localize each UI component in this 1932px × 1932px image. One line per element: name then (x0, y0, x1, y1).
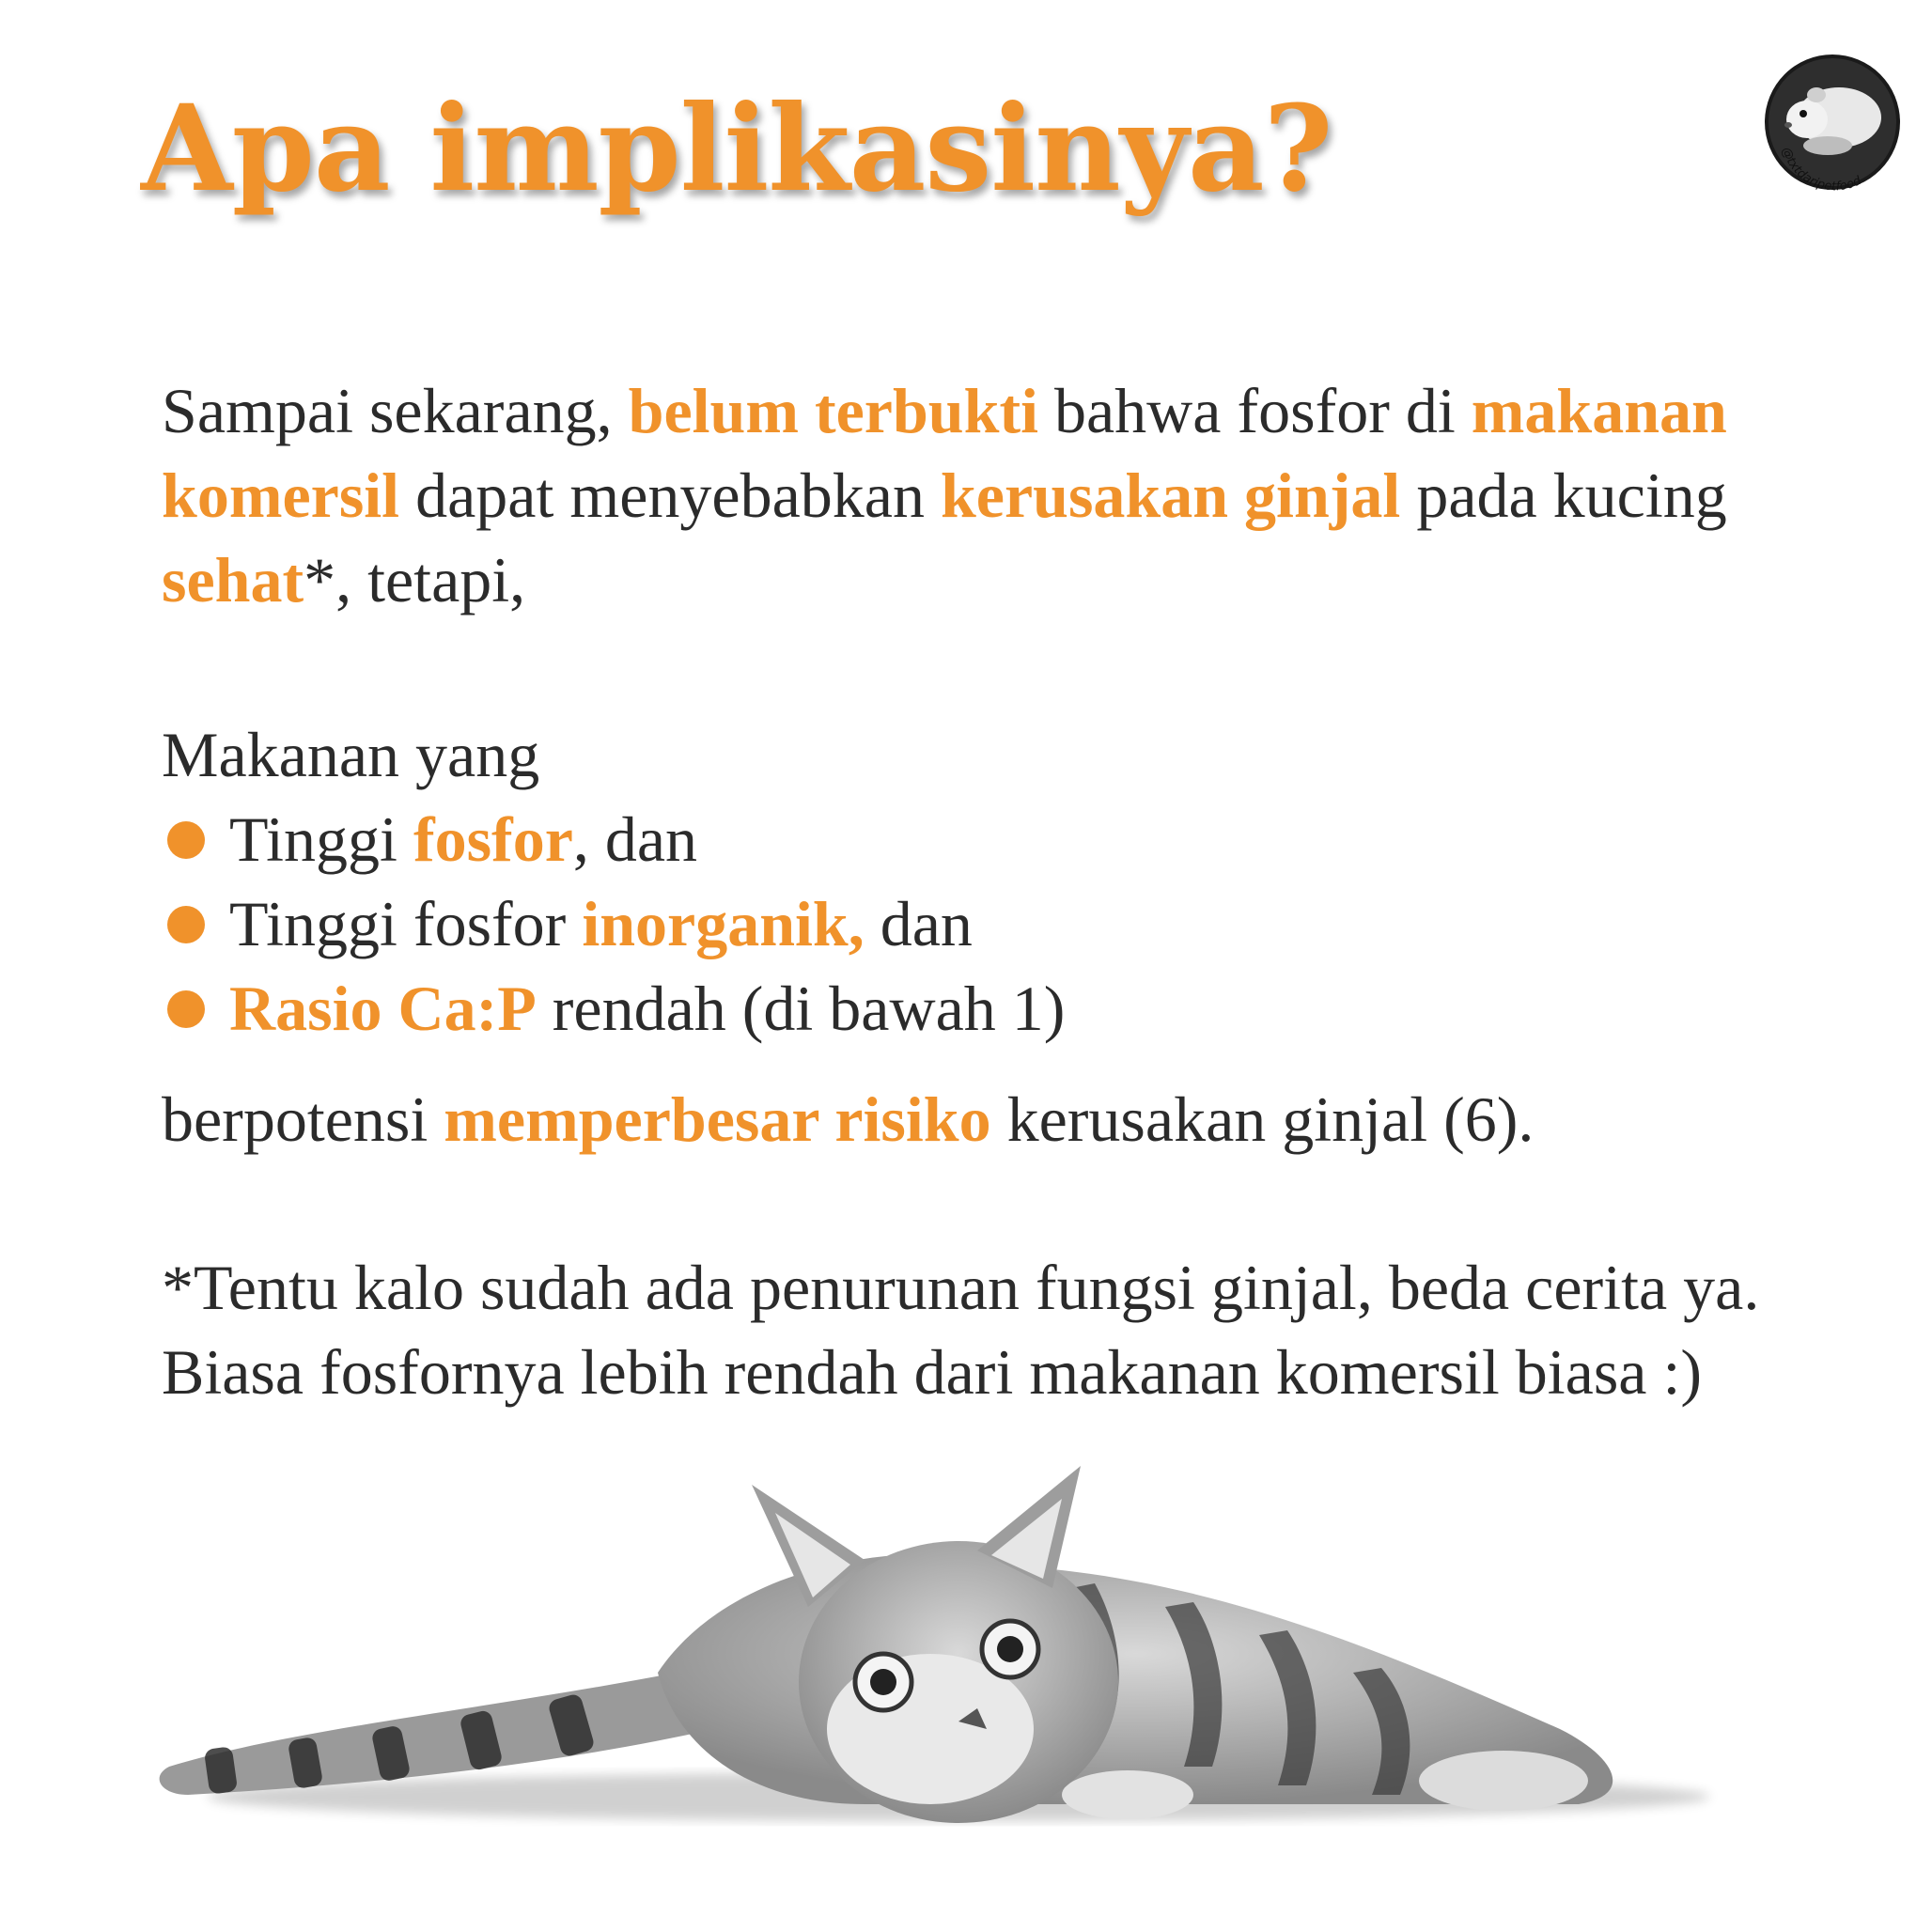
text-segment: pada kucing (1400, 460, 1727, 531)
paragraph-intro (162, 368, 1815, 622)
highlight-rasio-cap: Rasio Ca:P (229, 973, 537, 1044)
text-segment: Sampai sekarang, (162, 375, 629, 446)
bullet-dot-icon (167, 906, 205, 943)
text-segment: Tinggi fosfor (229, 888, 583, 959)
list-item (162, 881, 1815, 966)
text-segment: kerusakan ginjal (6). (990, 1083, 1535, 1155)
text-segment: rendah (di bawah 1) (536, 973, 1066, 1044)
list-intro: Makanan yang (162, 719, 540, 790)
bullet-dot-icon (167, 990, 205, 1028)
footnote: *Tentu kalo sudah ada penurunan fungsi ginjal, beda cerita ya. Biasa fosfornya lebih rendah dari makanan komersil biasa :) (162, 1252, 1760, 1408)
text-segment: , dan (572, 803, 698, 875)
paragraph-conclusion (162, 1077, 1815, 1161)
highlight-inorganik: inorganik, (582, 888, 865, 959)
text-segment: dan (864, 888, 973, 959)
lying-kitten-illustration (150, 1447, 1729, 1861)
highlight-kerusakan-ginjal: kerusakan ginjal (940, 460, 1401, 531)
logo-handle-text: @txtdaripetfood (1778, 145, 1864, 193)
text-segment: berpotensi (162, 1083, 444, 1155)
highlight-sehat: sehat (162, 544, 304, 615)
list-item (162, 966, 1815, 1051)
text-segment: dapat menyebabkan (399, 460, 941, 531)
bullet-list (162, 797, 1815, 1051)
guinea-pig-logo (1762, 52, 1903, 193)
highlight-memperbesar-risiko: memperbesar risiko (444, 1083, 991, 1155)
text-segment: Tinggi (229, 803, 413, 875)
bullet-dot-icon (167, 821, 205, 859)
highlight-belum-terbukti: belum terbukti (628, 375, 1038, 446)
text-segment: *, tetapi, (304, 544, 526, 615)
highlight-fosfor: fosfor (413, 803, 573, 875)
page-title: Apa implikasinya? (141, 79, 1332, 218)
text-segment: bahwa fosfor di (1037, 375, 1472, 446)
list-item (162, 797, 1815, 881)
highlight-makanan-komersil: makanan komersil (162, 375, 1727, 531)
